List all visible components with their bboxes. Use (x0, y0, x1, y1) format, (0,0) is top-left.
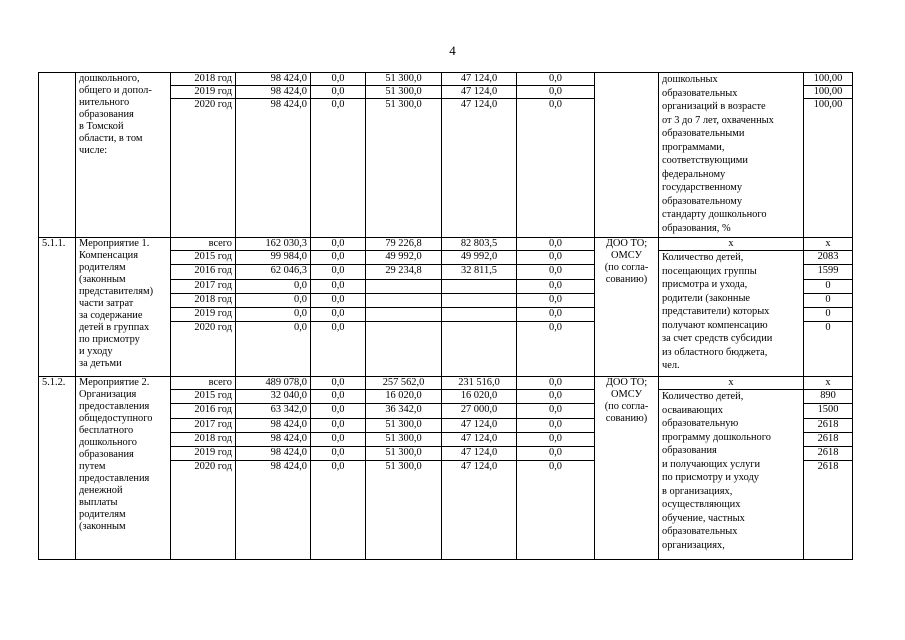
total-amount-cell: 489 078,0 (236, 377, 311, 390)
indicator-line: программами, (662, 141, 725, 153)
activity-name-line: бесплатного (79, 425, 134, 436)
activity-name-line: по присмотру (79, 334, 140, 345)
year-cell: 2017 год (171, 280, 236, 294)
local-budget-cell (442, 294, 517, 308)
indicator-value-cell: 890 (804, 390, 853, 404)
activity-name-line: представителям) (79, 286, 154, 297)
regional-budget-cell: 51 300,0 (366, 461, 442, 560)
indicator-line: в организациях, (662, 485, 733, 497)
indicator-line: родители (законные (662, 292, 751, 304)
indicator-line: представители) которых (662, 306, 770, 317)
activity-name-line: дошкольного, (79, 73, 140, 84)
indicator-total-cell: х (659, 238, 804, 251)
year-cell: всего (171, 377, 236, 390)
regional-budget-cell (366, 280, 442, 294)
total-amount-cell: 98 424,0 (236, 419, 311, 433)
activity-name-line: (законным (79, 521, 126, 532)
extrabudgetary-cell: 0,0 (517, 308, 595, 322)
indicator-line: обучение, частных (662, 512, 745, 524)
extrabudgetary-cell: 0,0 (517, 404, 595, 419)
total-amount-cell: 98 424,0 (236, 73, 311, 86)
year-cell: 2020 год (171, 322, 236, 377)
indicator-line: Количество детей, (662, 252, 744, 263)
federal-budget-cell: 0,0 (311, 322, 366, 377)
responsible-line: (по согла- (604, 262, 649, 273)
local-budget-cell: 47 124,0 (442, 419, 517, 433)
extrabudgetary-cell: 0,0 (517, 390, 595, 404)
local-budget-cell: 16 020,0 (442, 390, 517, 404)
indicator-line: по присмотру и уходу (662, 472, 759, 483)
activity-code-cell: 5.1.1. (39, 238, 76, 377)
activity-name-line: Компенсация (79, 250, 138, 261)
total-amount-cell: 98 424,0 (236, 447, 311, 461)
total-amount-cell: 32 040,0 (236, 390, 311, 404)
indicator-total-cell: х (659, 377, 804, 390)
indicator-line: чел. (662, 360, 680, 371)
local-budget-cell: 32 811,5 (442, 265, 517, 280)
local-budget-cell: 47 124,0 (442, 447, 517, 461)
year-cell: 2016 год (171, 265, 236, 280)
total-amount-cell: 98 424,0 (236, 86, 311, 99)
indicator-line: образовательную (662, 418, 739, 429)
responsible-cell (595, 238, 659, 377)
total-amount-cell: 0,0 (236, 322, 311, 377)
extrabudgetary-cell: 0,0 (517, 86, 595, 99)
local-budget-cell (442, 322, 517, 377)
regional-budget-cell: 36 342,0 (366, 404, 442, 419)
activity-code-cell (39, 73, 76, 238)
federal-budget-cell: 0,0 (311, 433, 366, 447)
year-cell: 2017 год (171, 419, 236, 433)
federal-budget-cell: 0,0 (311, 99, 366, 238)
indicator-line: присмотра и ухода, (662, 279, 748, 290)
regional-budget-cell: 79 226,8 (366, 238, 442, 251)
local-budget-cell: 231 516,0 (442, 377, 517, 390)
indicator-value-cell: 2618 (804, 419, 853, 433)
regional-budget-cell: 51 300,0 (366, 419, 442, 433)
activity-name-line: общедоступного (79, 413, 153, 424)
local-budget-cell: 47 124,0 (442, 86, 517, 99)
indicator-value-cell: 1599 (804, 265, 853, 280)
activity-name-line: за содержание (79, 310, 143, 321)
activity-code-cell: 5.1.2. (39, 377, 76, 560)
indicator-cell (659, 390, 804, 560)
responsible-line: сованию) (605, 413, 648, 424)
indicator-line: осуществляющих (662, 499, 741, 510)
indicator-line: стандарту дошкольного (662, 209, 767, 220)
indicator-value-cell: х (804, 238, 853, 251)
indicator-value-cell: 0 (804, 280, 853, 294)
federal-budget-cell: 0,0 (311, 73, 366, 86)
table-row (39, 377, 853, 390)
indicator-line: образовательных (662, 87, 738, 99)
indicator-value-cell: 2618 (804, 461, 853, 560)
activity-name-line: области, в том (79, 133, 143, 144)
year-cell: 2018 год (171, 294, 236, 308)
indicator-line: организаций в возрасте (662, 101, 766, 112)
activity-name-cell (76, 238, 171, 377)
federal-budget-cell: 0,0 (311, 294, 366, 308)
indicator-value-cell: 2618 (804, 447, 853, 461)
activity-name-line: путем (79, 461, 106, 472)
federal-budget-cell: 0,0 (311, 377, 366, 390)
activity-name-line: части затрат (79, 298, 134, 309)
extrabudgetary-cell: 0,0 (517, 322, 595, 377)
local-budget-cell: 47 124,0 (442, 99, 517, 238)
responsible-line: сованию) (605, 274, 648, 285)
table-row (39, 238, 853, 251)
federal-budget-cell: 0,0 (311, 447, 366, 461)
responsible-line: ОМСУ (611, 250, 642, 261)
responsible-line: ОМСУ (611, 389, 642, 400)
year-cell: 2015 год (171, 251, 236, 265)
indicator-line: федеральному (662, 168, 726, 180)
activity-name-line: родителям (79, 509, 126, 520)
indicator-line: получают компенсацию (662, 319, 768, 331)
extrabudgetary-cell: 0,0 (517, 73, 595, 86)
total-amount-cell: 162 030,3 (236, 238, 311, 251)
total-amount-cell: 0,0 (236, 308, 311, 322)
indicator-line: образования, % (662, 222, 731, 234)
indicator-line: дошкольных (662, 74, 718, 85)
responsible-cell (595, 377, 659, 560)
indicator-line: Количество детей, (662, 391, 744, 402)
indicator-value-cell: 2083 (804, 251, 853, 265)
local-budget-cell: 49 992,0 (442, 251, 517, 265)
year-cell: 2015 год (171, 390, 236, 404)
indicator-value-cell: 1500 (804, 404, 853, 419)
year-cell: 2020 год (171, 461, 236, 560)
budget-table (38, 72, 853, 560)
year-cell: 2018 год (171, 433, 236, 447)
indicator-value-cell: 100,00 (804, 99, 853, 238)
federal-budget-cell: 0,0 (311, 251, 366, 265)
regional-budget-cell: 49 992,0 (366, 251, 442, 265)
regional-budget-cell: 51 300,0 (366, 86, 442, 99)
indicator-value-cell: 100,00 (804, 86, 853, 99)
indicator-cell (659, 251, 804, 377)
federal-budget-cell: 0,0 (311, 280, 366, 294)
activity-name-line: выплаты (79, 497, 118, 508)
activity-name-line: родителям (79, 262, 126, 273)
total-amount-cell: 63 342,0 (236, 404, 311, 419)
activity-name-line: Организация (79, 389, 137, 400)
indicator-line: организациях, (662, 539, 725, 551)
activity-name-line: в Томской (79, 121, 124, 132)
regional-budget-cell: 51 300,0 (366, 99, 442, 238)
indicator-line: образовательными (662, 128, 745, 139)
activity-name-line: денежной (79, 485, 123, 496)
extrabudgetary-cell: 0,0 (517, 238, 595, 251)
total-amount-cell: 98 424,0 (236, 461, 311, 560)
extrabudgetary-cell: 0,0 (517, 447, 595, 461)
table-row (39, 73, 853, 86)
extrabudgetary-cell: 0,0 (517, 377, 595, 390)
local-budget-cell: 47 124,0 (442, 73, 517, 86)
extrabudgetary-cell: 0,0 (517, 280, 595, 294)
activity-name-line: Мероприятие 1. (79, 238, 150, 249)
activity-name-line: и уходу (79, 346, 113, 357)
activity-name-line: образования (79, 109, 134, 120)
year-cell: 2019 год (171, 447, 236, 461)
extrabudgetary-cell: 0,0 (517, 294, 595, 308)
extrabudgetary-cell: 0,0 (517, 99, 595, 238)
federal-budget-cell: 0,0 (311, 404, 366, 419)
local-budget-cell: 47 124,0 (442, 461, 517, 560)
federal-budget-cell: 0,0 (311, 419, 366, 433)
local-budget-cell: 82 803,5 (442, 238, 517, 251)
year-cell: 2019 год (171, 86, 236, 99)
activity-name-line: за детьми (79, 358, 122, 369)
extrabudgetary-cell: 0,0 (517, 419, 595, 433)
indicator-line: программу дошкольного (662, 431, 771, 443)
federal-budget-cell: 0,0 (311, 238, 366, 251)
responsible-line: ДОО ТО; (605, 377, 648, 388)
extrabudgetary-cell: 0,0 (517, 461, 595, 560)
indicator-line: осваивающих (662, 404, 723, 416)
extrabudgetary-cell: 0,0 (517, 433, 595, 447)
activity-name-line: образования (79, 449, 134, 460)
indicator-value-cell: 100,00 (804, 73, 853, 86)
total-amount-cell: 62 046,3 (236, 265, 311, 280)
federal-budget-cell: 0,0 (311, 86, 366, 99)
page-number: 4 (449, 43, 456, 58)
regional-budget-cell (366, 322, 442, 377)
local-budget-cell (442, 308, 517, 322)
activity-name-line: предоставления (79, 401, 150, 412)
activity-name-line: нительного (79, 97, 130, 108)
extrabudgetary-cell: 0,0 (517, 251, 595, 265)
responsible-cell (595, 73, 659, 238)
year-cell: 2020 год (171, 99, 236, 238)
indicator-value-cell: 0 (804, 322, 853, 377)
table-body (39, 73, 853, 560)
year-cell: 2019 год (171, 308, 236, 322)
indicator-line: соответствующими (662, 155, 748, 166)
local-budget-cell: 27 000,0 (442, 404, 517, 419)
regional-budget-cell: 29 234,8 (366, 265, 442, 280)
activity-name-line: Мероприятие 2. (79, 377, 150, 388)
extrabudgetary-cell: 0,0 (517, 265, 595, 280)
activity-name-line: (законным (79, 274, 126, 285)
total-amount-cell: 0,0 (236, 294, 311, 308)
indicator-line: от 3 до 7 лет, охваченных (662, 114, 774, 126)
indicator-line: государственному (662, 182, 743, 193)
indicator-line: посещающих группы (662, 265, 757, 277)
responsible-line: (по согла- (604, 401, 649, 412)
year-cell: 2016 год (171, 404, 236, 419)
indicator-line: за счет средств субсидии (662, 333, 773, 344)
responsible-line: ДОО ТО; (605, 238, 648, 249)
indicator-value-cell: 0 (804, 308, 853, 322)
federal-budget-cell: 0,0 (311, 390, 366, 404)
total-amount-cell: 98 424,0 (236, 99, 311, 238)
activity-name-line: предоставления (79, 473, 150, 484)
total-amount-cell: 99 984,0 (236, 251, 311, 265)
activity-name-cell (76, 73, 171, 238)
regional-budget-cell: 51 300,0 (366, 73, 442, 86)
regional-budget-cell: 16 020,0 (366, 390, 442, 404)
local-budget-cell: 47 124,0 (442, 433, 517, 447)
indicator-line: образовательных (662, 526, 738, 537)
activity-name-cell (76, 377, 171, 560)
regional-budget-cell: 51 300,0 (366, 447, 442, 461)
federal-budget-cell: 0,0 (311, 461, 366, 560)
local-budget-cell (442, 280, 517, 294)
total-amount-cell: 0,0 (236, 280, 311, 294)
activity-name-line: детей в группах (79, 322, 150, 333)
indicator-value-cell: 2618 (804, 433, 853, 447)
regional-budget-cell: 51 300,0 (366, 433, 442, 447)
year-cell: 2018 год (171, 73, 236, 86)
federal-budget-cell: 0,0 (311, 308, 366, 322)
regional-budget-cell (366, 308, 442, 322)
indicator-line: образовательному (662, 195, 743, 207)
indicator-cell (659, 73, 804, 238)
indicator-line: из областного бюджета, (662, 346, 768, 358)
indicator-line: образования (662, 445, 717, 456)
indicator-value-cell: х (804, 377, 853, 390)
activity-name-line: общего и допол- (79, 85, 152, 96)
activity-name-line: числе: (79, 145, 108, 156)
indicator-value-cell: 0 (804, 294, 853, 308)
total-amount-cell: 98 424,0 (236, 433, 311, 447)
indicator-line: и получающих услуги (662, 458, 761, 470)
activity-name-line: дошкольного (79, 437, 137, 448)
federal-budget-cell: 0,0 (311, 265, 366, 280)
regional-budget-cell: 257 562,0 (366, 377, 442, 390)
regional-budget-cell (366, 294, 442, 308)
year-cell: всего (171, 238, 236, 251)
